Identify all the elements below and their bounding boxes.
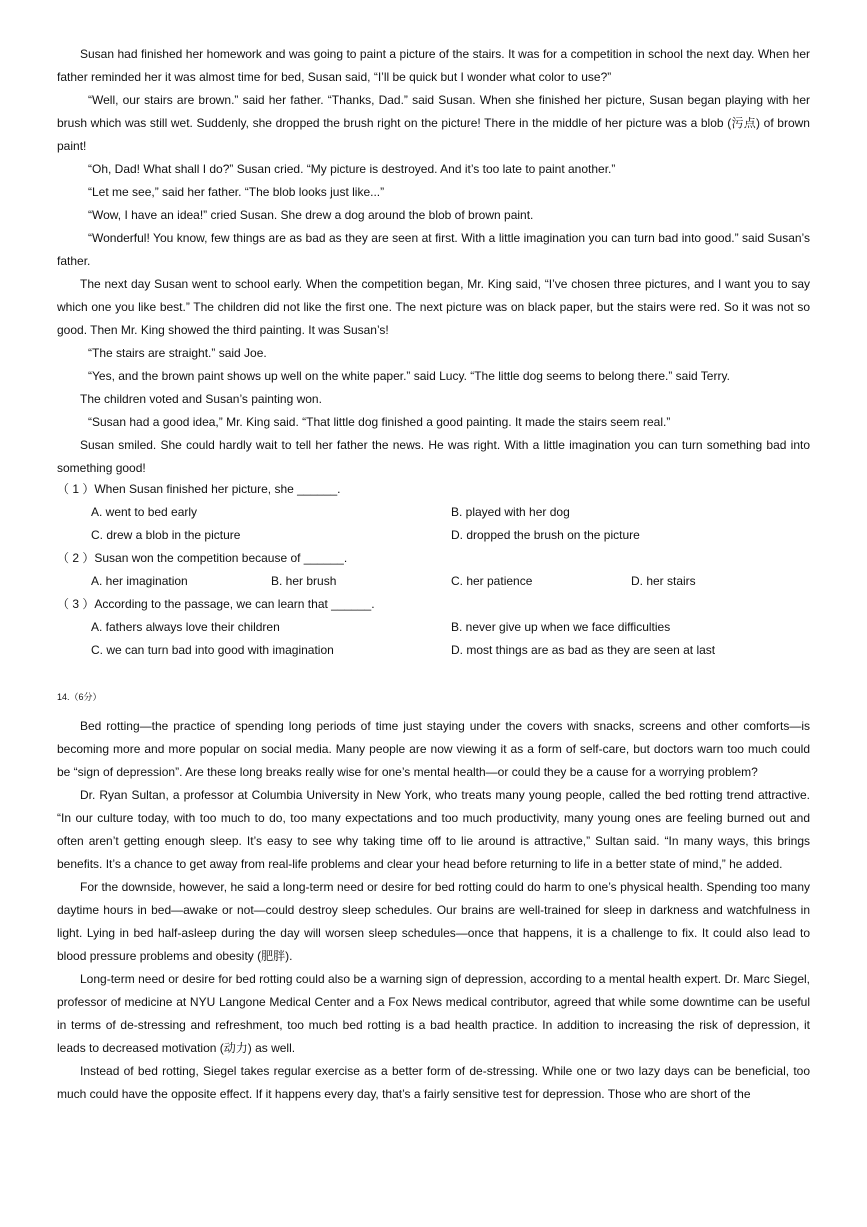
option-row [57,524,810,547]
option-b: B. her brush [271,574,337,588]
option-d: D. most things are as bad as they are seen at last [451,643,716,657]
question-stem: （ 3 ）According to the passage, we can learn that ______. [57,597,375,611]
passage-paragraph: “Wow, I have an idea!” cried Susan. She drew a dog around the blob of brown paint. [88,208,534,222]
passage-paragraph: “Wonderful! You know, few things are as bad as they are seen at first. With a little imagination you can turn bad into good.” said Susan’s father. [57,231,810,268]
passage-paragraph: Bed rotting—the practice of spending long periods of time just staying under the covers with snacks, screens and other comforts—is becoming more and more popular on social media. Many people are now viewing it as a form of self-care, but doctors warn too much could be “sign of depression”. Are these long breaks really wise for one’s mental health—or could they be a cause for a worrying problem? [57,719,810,779]
passage-paragraph: “Let me see,” said her father. “The blob looks just like...” [88,185,385,199]
passage-paragraph: “Oh, Dad! What shall I do?” Susan cried. “My picture is destroyed. And it’s too late to paint another.” [88,162,616,176]
passage-paragraph: Susan had finished her homework and was going to paint a picture of the stairs. It was for a competition in school the next day. When her father reminded her it was almost time for bed, Susan said, “I’ll be quick but I wonder what color to use?” [57,47,810,84]
question-3 [57,593,810,662]
reading-passage-2 [57,715,810,1106]
option-d: D. dropped the brush on the picture [451,528,640,542]
passage-paragraph: For the downside, however, he said a long-term need or desire for bed rotting could do harm to one’s physical health. Spending too many daytime hours in bed—awake or not—could destroy sleep schedules. Our brains are well-trained for sleep in darkness and watchfulness in light. Lying in bed half-asleep during the day will worsen sleep schedules—once that happens, it is a challenge to fix. It could also lead to blood pressure problems and obesity (肥胖). [57,880,810,963]
passage-paragraph: “The stairs are straight.” said Joe. [88,346,267,360]
option-b: B. never give up when we face difficulties [451,620,671,634]
option-a: A. fathers always love their children [91,620,280,634]
option-c: C. her patience [451,574,533,588]
option-c: C. we can turn bad into good with imagination [91,643,334,657]
passage-paragraph: “Susan had a good idea,” Mr. King said. “That little dog finished a good painting. It made the stairs seem real.” [88,415,671,429]
option-d: D. her stairs [631,574,696,588]
passage-paragraph: Dr. Ryan Sultan, a professor at Columbia University in New York, who treats many young people, called the bed rotting trend attractive. “In our culture today, with too much to do, too many expectations and too much productivity, many young ones are feeling burned out and often aren’t getting enough sleep. It’s easy to see why taking time off to lie around is attractive,” Sultan said. “In many ways, this brings benefits. It’s a chance to get away from real-life problems and clear your head before returning to life in a better state of mind,” he added. [57,788,810,871]
option-b: B. played with her dog [451,505,570,519]
passage-paragraph: The next day Susan went to school early. When the competition began, Mr. King said, “I’ve chosen three pictures, and I want you to say which one you like best.” The children did not like the first one. The next picture was on black paper, but the stairs were red. So it was not so good. Then Mr. King showed the third painting. It was Susan’s! [57,277,810,337]
question-stem: （ 2 ）Susan won the competition because of ______. [57,551,348,565]
option-a: A. went to bed early [91,505,198,519]
option-row [57,639,810,662]
option-c: C. drew a blob in the picture [91,528,241,542]
passage-paragraph: “Yes, and the brown paint shows up well on the white paper.” said Lucy. “The little dog seems to belong there.” said Terry. [88,369,730,383]
passage-paragraph: Long-term need or desire for bed rotting could also be a warning sign of depression, according to a mental health expert. Dr. Marc Siegel, professor of medicine at NYU Langone Medical Center and a Fox News medical contributor, agreed that while some downtime can be useful in terms of de-stressing and refreshment, too much bed rotting is a bad health practice. In addition to increasing the risk of depression, it leads to decreased motivation (动力) as well. [57,972,810,1055]
option-a: A. her imagination [91,574,188,588]
question-number-label: 14.（6分） [57,692,102,702]
passage-paragraph: Susan smiled. She could hardly wait to tell her father the news. He was right. With a little imagination you can turn something bad into something good! [57,438,810,475]
question-list [57,478,810,662]
option-row [57,616,810,639]
reading-passage-1 [57,43,810,480]
question-2 [57,547,810,593]
option-row [57,570,810,593]
question-1 [57,478,810,547]
passage-paragraph: “Well, our stairs are brown.” said her father. “Thanks, Dad.” said Susan. When she finished her picture, Susan began playing with her brush which was still wet. Suddenly, she dropped the brush right on the picture! There in the middle of her picture was a blob (污点) of brown paint! [57,93,810,153]
passage-paragraph: The children voted and Susan’s painting won. [80,392,322,406]
option-row [57,501,810,524]
question-stem: （ 1 ）When Susan finished her picture, she ______. [57,482,341,496]
passage-paragraph: Instead of bed rotting, Siegel takes regular exercise as a better form of de-stressing. While one or two lazy days can be beneficial, too much could have the opposite effect. If it happens every day, that’s a fairly sensitive test for depression. Those who are short of the [57,1064,810,1101]
